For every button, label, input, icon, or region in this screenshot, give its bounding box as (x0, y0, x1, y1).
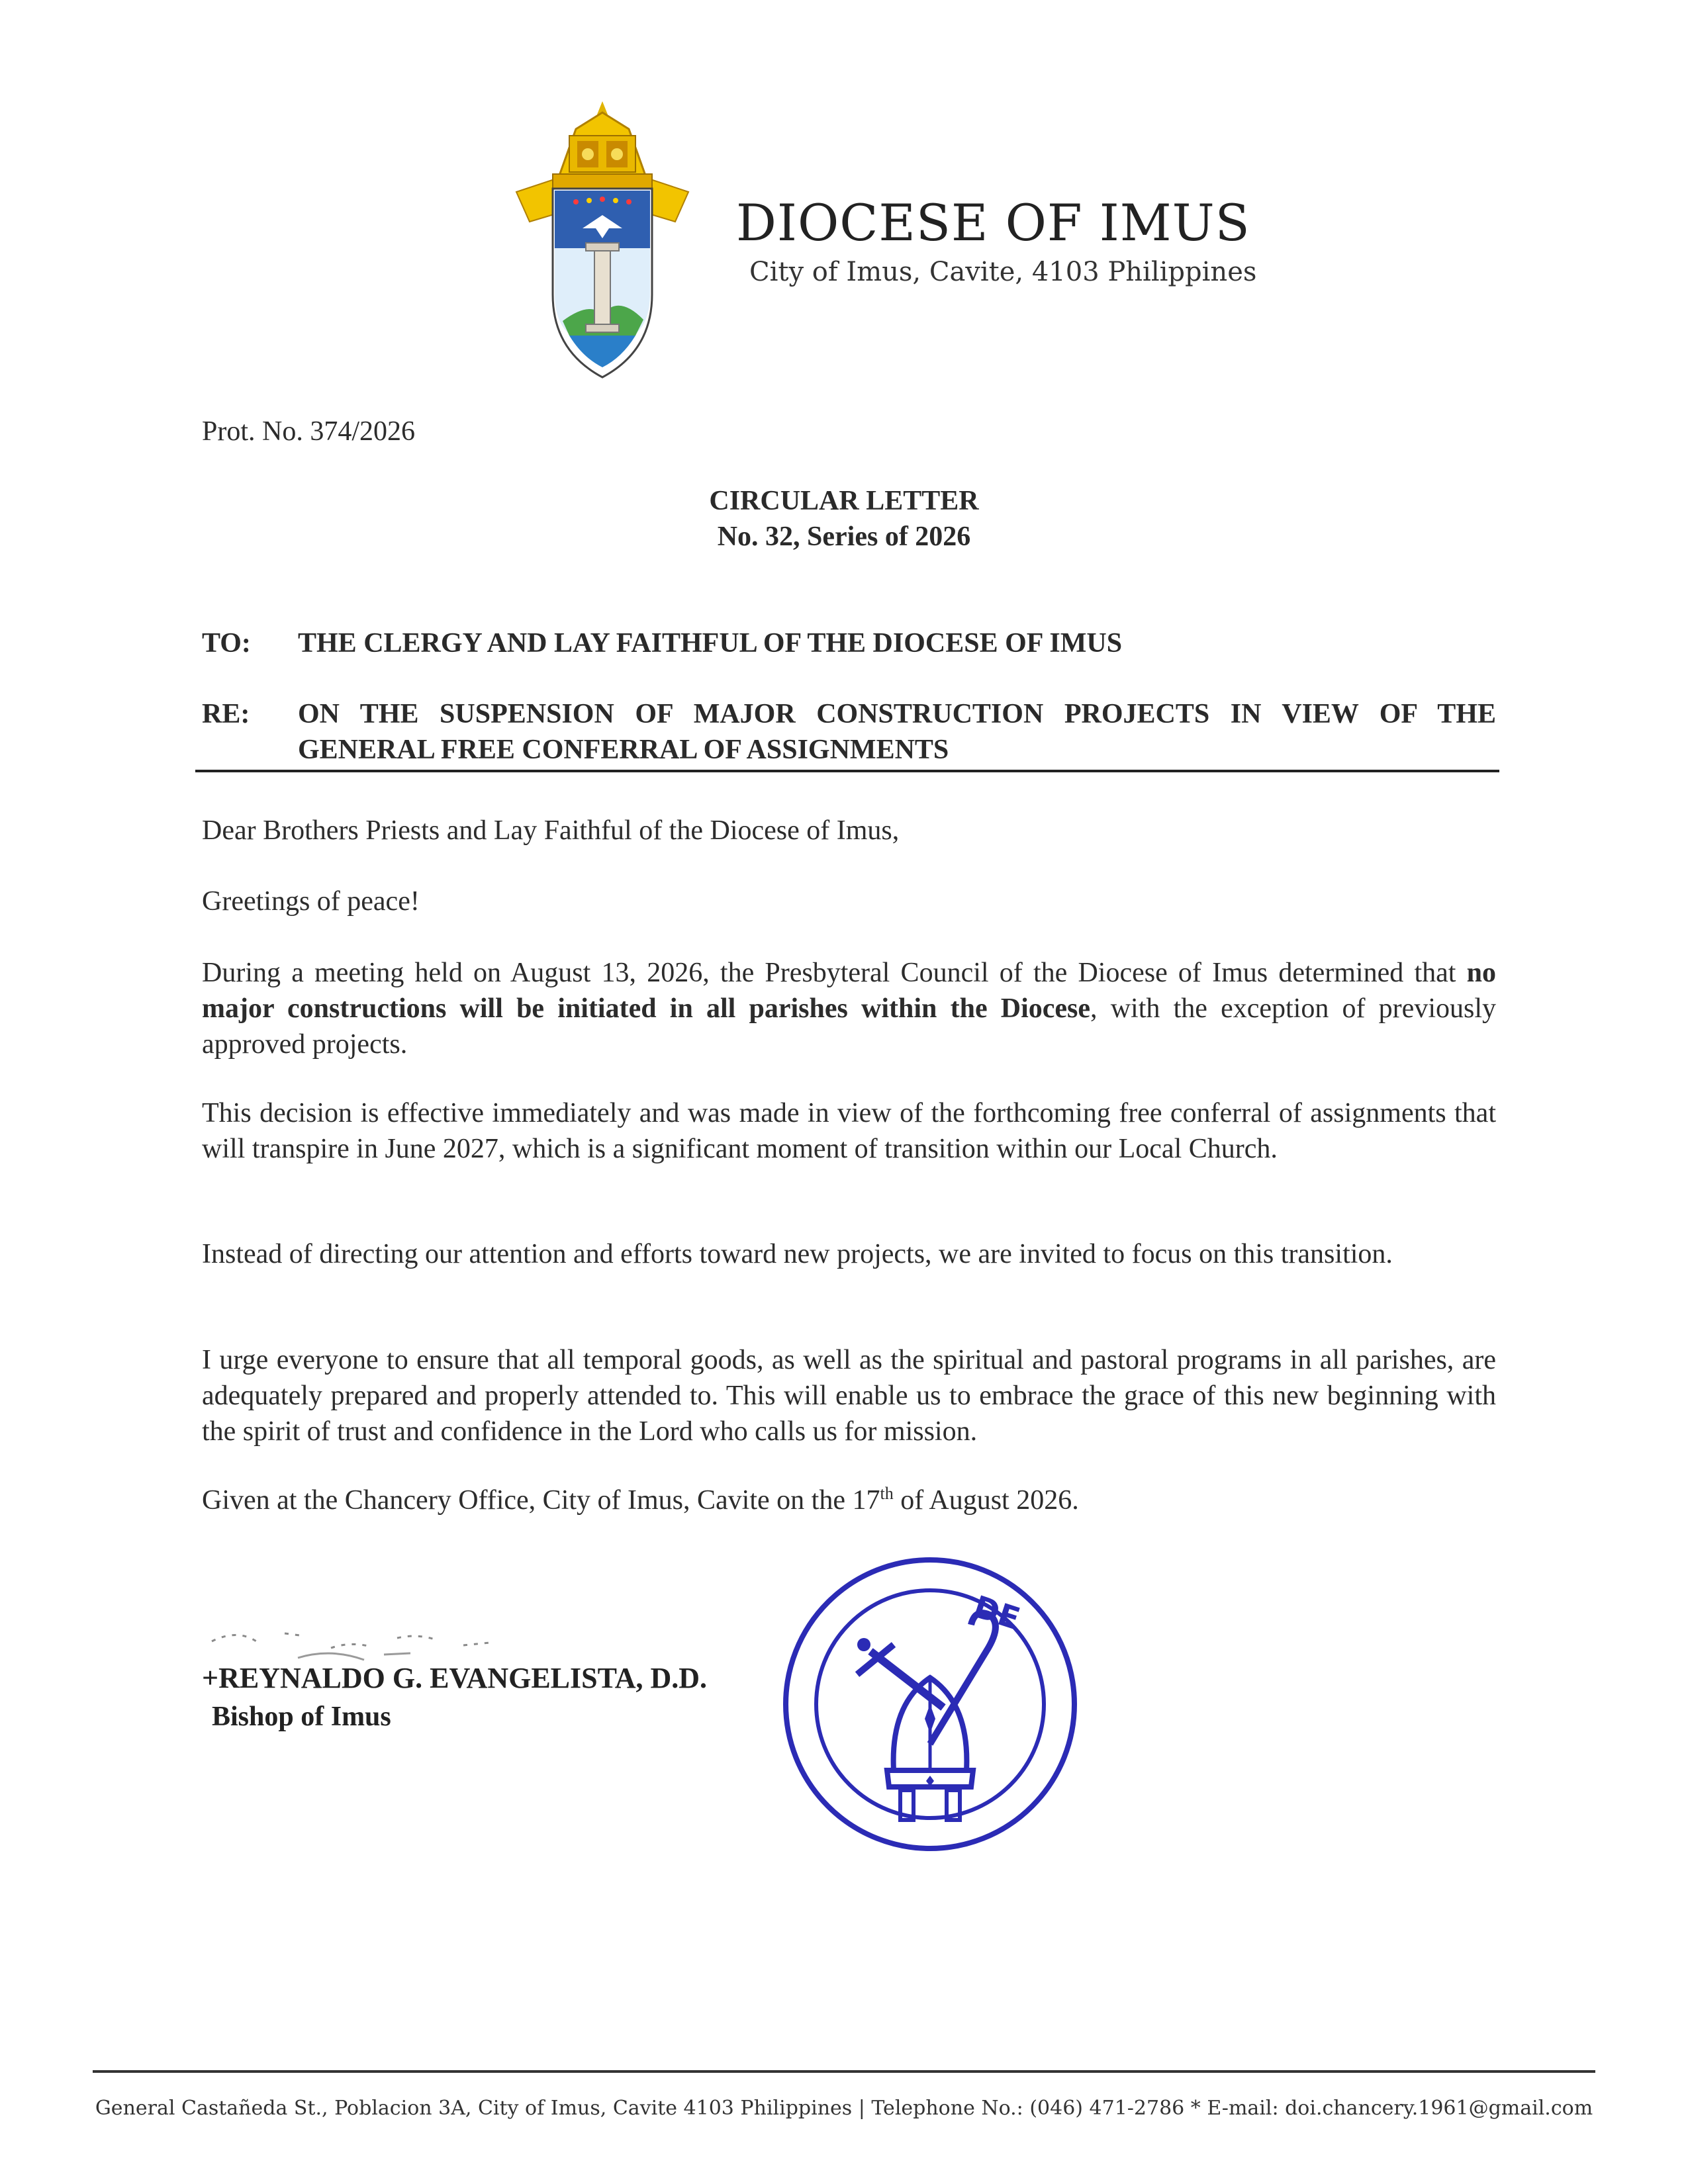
paragraph-2: This decision is effective immediately and was made in view of the forthcoming free conferral of assignments that will transpire in June 2027, which is a significant moment of transition within our Local Church. (202, 1098, 1496, 1164)
org-address: City of Imus, Cavite, 4103 Philippines (749, 257, 1257, 287)
org-name: DIOCESE OF IMUS (736, 193, 1250, 252)
circular-heading (0, 483, 1688, 555)
signatory-name: +REYNALDO G. EVANGELISTA, D.D. (202, 1662, 708, 1694)
paragraph-1-emphasis: no major constructions will be initiated in all parishes within the Diocese (202, 958, 1496, 1024)
protocol-number: Prot. No. 374/2026 (202, 416, 416, 447)
circular-number: No. 32, Series of 2026 (717, 522, 971, 552)
episcopal-seal-icon (778, 1552, 1082, 1856)
paragraph-1 (202, 955, 1496, 1062)
given-text-end: of August 2026. (893, 1485, 1079, 1516)
paragraph-3: Instead of directing our attention and efforts toward new projects, we are invited to focus on this transition. (202, 1239, 1393, 1269)
signatory-title: Bishop of Imus (212, 1702, 391, 1732)
footer-address: General Castañeda St., Poblacion 3A, City of Imus, Cavite 4103 Philippines | Telephone No.: (046) 471-2786 * E-mail: doi.chancery.1961@gmail.com (95, 2097, 1593, 2120)
given-line (202, 1482, 1496, 1518)
to-label: TO: (202, 628, 251, 659)
re-label: RE: (202, 699, 250, 729)
given-superscript: th (880, 1484, 894, 1503)
signature-scribble-icon (199, 1602, 543, 1668)
seal-initials: DE (969, 1588, 1025, 1637)
to-value: THE CLERGY AND LAY FAITHFUL OF THE DIOCESE OF IMUS (298, 628, 1123, 659)
paragraph-1-text-start: During a meeting held on August 13, 2026, the Presbyteral Council of the Diocese of Imus determined that (202, 958, 1467, 988)
re-value: ON THE SUSPENSION OF MAJOR CONSTRUCTION PROJECTS IN VIEW OF THE GENERAL FREE CONFERRAL OF ASSIGNMENTS (298, 699, 1496, 765)
footer-divider (93, 2070, 1595, 2073)
greeting: Greetings of peace! (202, 886, 420, 917)
circular-title: CIRCULAR LETTER (709, 486, 979, 516)
paragraph-4: I urge everyone to ensure that all temporal goods, as well as the spiritual and pastoral programs in all parishes, are adequately prepared and properly attended to. This will enable us to embrace the grace of this new beginning with the spirit of trust and confidence in the Lord who calls us for mission. (202, 1345, 1496, 1447)
given-text-start: Given at the Chancery Office, City of Imus, Cavite on the 17 (202, 1485, 880, 1516)
salutation: Dear Brothers Priests and Lay Faithful of the Diocese of Imus, (202, 815, 900, 846)
header-divider (195, 770, 1499, 772)
paragraph-1-text-end: , with the exception of previously approved projects. (202, 993, 1496, 1060)
diocesan-coat-of-arms-icon (503, 96, 702, 387)
